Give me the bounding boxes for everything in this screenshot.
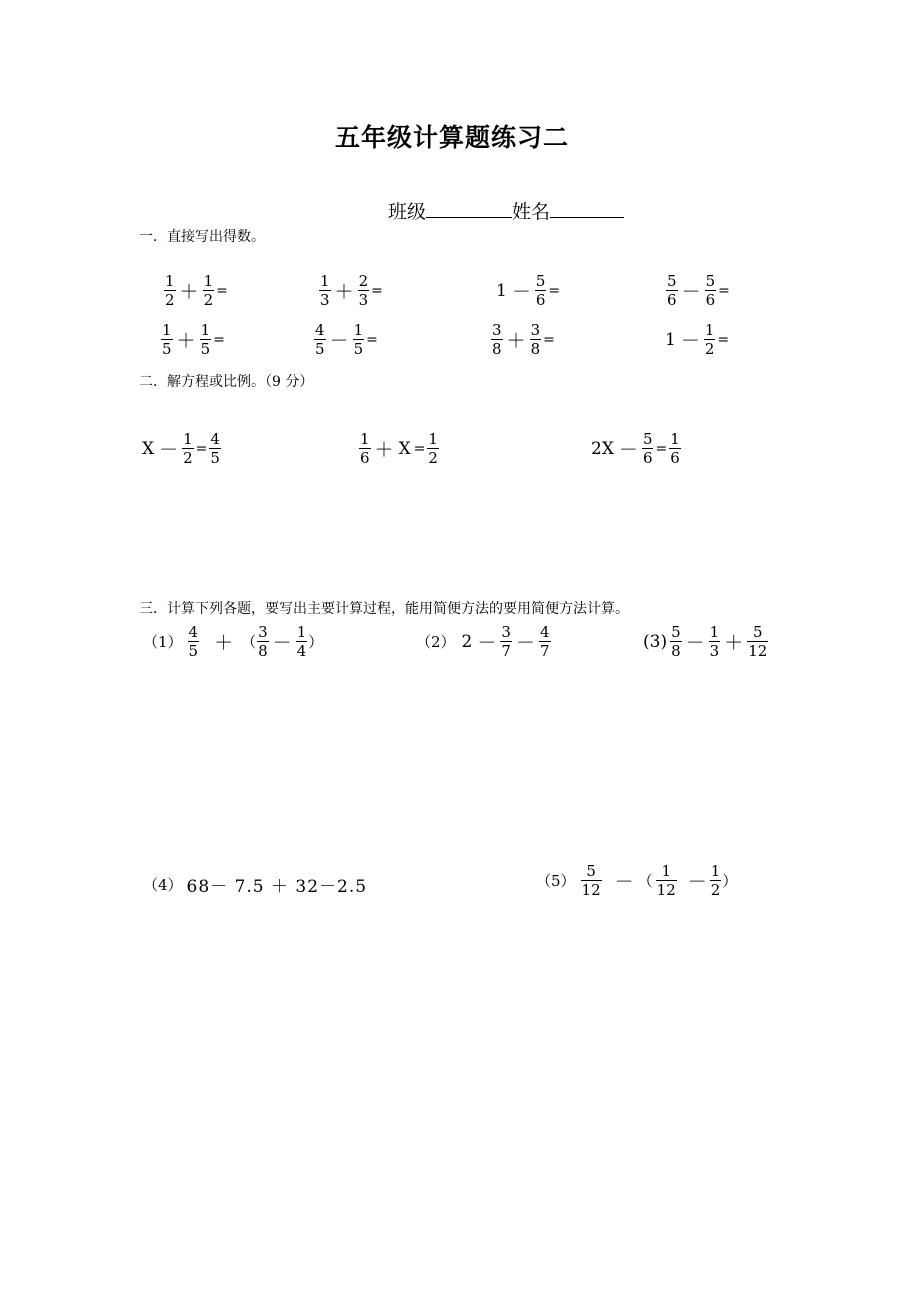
fraction: $\frac{1}{5}$ bbox=[353, 321, 364, 358]
fraction: $\frac{1}{2}$ bbox=[704, 321, 715, 358]
fraction: $\frac{1}{3}$ bbox=[709, 623, 720, 660]
fraction: $\frac{1}{2}$ bbox=[710, 862, 721, 899]
class-name-line bbox=[388, 197, 624, 224]
section3-heading: 三．计算下列各题，要写出主要计算过程，能用简便方法的要用简便方法计算。 bbox=[139, 601, 629, 617]
fraction: $\frac{1}{5}$ bbox=[200, 321, 211, 358]
class-label: 班级 bbox=[388, 201, 427, 223]
s1-r2-p1: $\frac{1}{5}$ ＋ $\frac{1}{5}$ = bbox=[162, 321, 225, 358]
s1-r2-p4: 1 － $\frac{1}{2}$ = bbox=[665, 321, 730, 358]
name-field[interactable] bbox=[550, 199, 624, 218]
fraction: $\frac{4}{5}$ bbox=[188, 623, 199, 660]
s3-problem-4: （4） 68－ 7.5 ＋ 32－2.5 bbox=[143, 876, 368, 897]
fraction: $\frac{5}{12}$ bbox=[748, 623, 768, 660]
s3-problem-1: （1） $\frac{4}{5}$ ＋ （ $\frac{3}{8}$ － $\frac{1}{4}$ ） bbox=[143, 623, 324, 660]
fraction: $\frac{1}{2}$ bbox=[165, 272, 175, 309]
s3-problem-3: (3) $\frac{5}{8}$ － $\frac{1}{3}$ ＋ $\frac{5}{12}$ bbox=[643, 623, 768, 660]
section1-heading: 一．直接写出得数。 bbox=[139, 229, 265, 245]
s2-eq3: 2X － $\frac{5}{6}$ = $\frac{1}{6}$ bbox=[591, 430, 680, 467]
fraction: $\frac{3}{8}$ bbox=[492, 321, 502, 358]
fraction: $\frac{5}{8}$ bbox=[671, 623, 681, 660]
fraction: $\frac{3}{7}$ bbox=[501, 623, 511, 660]
fraction: $\frac{5}{6}$ bbox=[642, 430, 653, 467]
fraction: $\frac{3}{8}$ bbox=[258, 623, 268, 660]
fraction: $\frac{5}{12}$ bbox=[581, 862, 601, 899]
fraction: $\frac{1}{2}$ bbox=[183, 430, 193, 467]
class-field[interactable] bbox=[426, 199, 512, 218]
fraction: $\frac{5}{6}$ bbox=[535, 272, 546, 309]
s2-eq2: $\frac{1}{6}$ ＋ X = $\frac{1}{2}$ bbox=[360, 430, 438, 467]
s1-r1-p4: $\frac{5}{6}$ － $\frac{5}{6}$ = bbox=[667, 272, 730, 309]
fraction: $\frac{5}{6}$ bbox=[705, 272, 716, 309]
fraction: $\frac{2}{3}$ bbox=[358, 272, 369, 309]
fraction: $\frac{4}{5}$ bbox=[210, 430, 220, 467]
fraction: $\frac{1}{6}$ bbox=[670, 430, 680, 467]
fraction: $\frac{1}{5}$ bbox=[162, 321, 172, 358]
fraction: $\frac{4}{7}$ bbox=[539, 623, 550, 660]
fraction: $\frac{1}{12}$ bbox=[656, 862, 676, 899]
fraction: $\frac{5}{6}$ bbox=[667, 272, 677, 309]
s3-problem-5: （5） $\frac{5}{12}$ － （ $\frac{1}{12}$ － $\frac{1}{2}$ ） bbox=[536, 862, 738, 899]
fraction: $\frac{1}{3}$ bbox=[320, 272, 330, 309]
name-label: 姓名 bbox=[512, 201, 551, 223]
s3-problem-2: （2） 2 － $\frac{3}{7}$ － $\frac{4}{7}$ bbox=[416, 623, 550, 660]
section2-heading: 二．解方程或比例。（9 分） bbox=[139, 374, 314, 390]
s1-r2-p2: $\frac{4}{5}$ － $\frac{1}{5}$ = bbox=[315, 321, 378, 358]
s1-r1-p1: $\frac{1}{2}$ ＋ $\frac{1}{2}$ = bbox=[165, 272, 228, 309]
fraction: $\frac{1}{6}$ bbox=[360, 430, 370, 467]
fraction: $\frac{3}{8}$ bbox=[530, 321, 541, 358]
fraction: $\frac{4}{5}$ bbox=[315, 321, 325, 358]
fraction: $\frac{1}{2}$ bbox=[428, 430, 438, 467]
s1-r1-p3: 1 － $\frac{5}{6}$ = bbox=[496, 272, 561, 309]
fraction: $\frac{1}{2}$ bbox=[203, 272, 214, 309]
page-title: 五年级计算题练习二 bbox=[335, 123, 570, 152]
s1-r2-p3: $\frac{3}{8}$ ＋ $\frac{3}{8}$ = bbox=[492, 321, 555, 358]
s2-eq1: X － $\frac{1}{2}$ = $\frac{4}{5}$ bbox=[142, 430, 220, 467]
fraction: $\frac{1}{4}$ bbox=[296, 623, 307, 660]
s1-r1-p2: $\frac{1}{3}$ ＋ $\frac{2}{3}$ = bbox=[320, 272, 383, 309]
